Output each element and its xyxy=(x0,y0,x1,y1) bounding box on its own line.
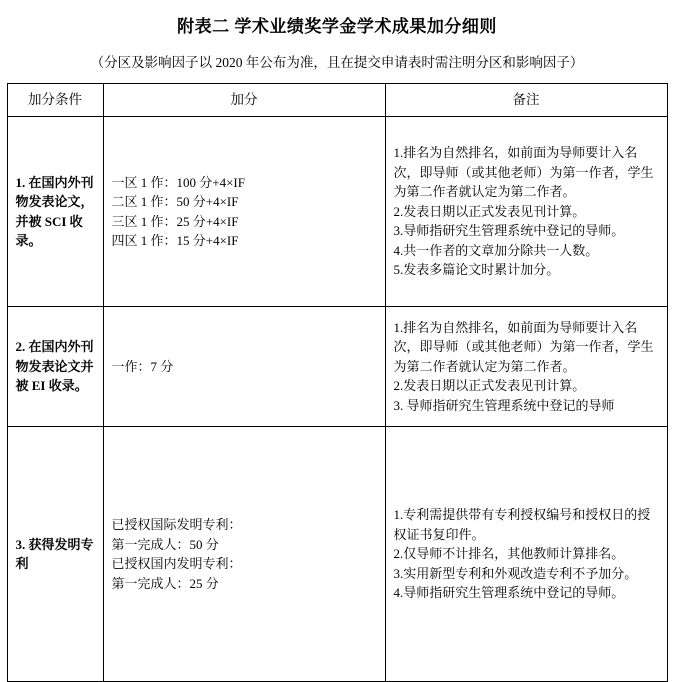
score-line: 一作：7 分 xyxy=(111,358,174,374)
table-row xyxy=(7,117,667,307)
scholarship-rules-table xyxy=(7,83,668,682)
row-score xyxy=(103,307,385,427)
remark-line: 1.专利需提供带有专利授权编号和授权日的授权证书复印件。 xyxy=(393,507,651,542)
row-score xyxy=(103,427,385,682)
score-line: 二区 1 作：50 分+4×IF xyxy=(111,194,239,209)
remark-line: 2.仅导师不计排名，其他教师计算排名。 xyxy=(393,546,625,562)
score-line: 第一完成人：50 分 xyxy=(111,536,219,552)
column-header-remark: 备注 xyxy=(385,84,667,117)
remark-line: 3.导师指研究生管理系统中登记的导师。 xyxy=(393,223,625,239)
remark-line: 4.导师指研究生管理系统中登记的导师。 xyxy=(393,585,625,601)
score-line: 三区 1 作：25 分+4×IF xyxy=(111,213,239,229)
remark-line: 3.实用新型专利和外观改造专利不予加分。 xyxy=(393,565,638,581)
document-page xyxy=(0,12,674,676)
page-title: 附表二 学术业绩奖学金学术成果加分细则 xyxy=(177,17,497,36)
score-line: 第一完成人：25 分 xyxy=(111,575,219,591)
row-remark xyxy=(385,427,667,682)
row-condition: 1. 在国内外刊物发表论文，并被 SCI 收录。 xyxy=(7,117,103,307)
row-remark xyxy=(385,307,667,427)
row-condition: 2. 在国内外刊物发表论文并被 EI 收录。 xyxy=(7,307,103,427)
page-subtitle: （分区及影响因子以 2020 年公布为准，且在提交申请表时需注明分区和影响因子） xyxy=(90,55,584,70)
score-line: 已授权国内发明专利： xyxy=(111,556,242,571)
score-line: 一区 1 作：100 分+4×IF xyxy=(111,174,245,190)
remark-line: 1.排名为自然排名，如前面为导师要计入名次，即导师（或其他老师）为第一作者，学生为第二作者就认定为第二作者。 xyxy=(393,319,654,374)
table-header-row xyxy=(7,84,667,117)
score-line: 四区 1 作：15 分+4×IF xyxy=(111,233,239,248)
column-header-score: 加分 xyxy=(103,84,385,117)
row-condition: 3. 获得发明专利 xyxy=(7,427,103,682)
table-row xyxy=(7,307,667,427)
remark-line: 2.发表日期以正式发表见刊计算。 xyxy=(393,203,586,219)
row-score xyxy=(103,117,385,307)
remark-line: 1.排名为自然排名，如前面为导师要计入名次，即导师（或其他老师）为第一作者，学生为第二作者就认定为第二作者。 xyxy=(393,145,654,200)
row-remark xyxy=(385,117,667,307)
column-header-condition: 加分条件 xyxy=(7,84,103,117)
remark-line: 4.共一作者的文章加分除共一人数。 xyxy=(393,242,599,258)
remark-line: 5.发表多篇论文时累计加分。 xyxy=(393,262,560,278)
table-row xyxy=(7,427,667,682)
remark-line: 3. 导师指研究生管理系统中登记的导师 xyxy=(393,397,615,413)
score-line: 已授权国际发明专利： xyxy=(111,517,242,532)
remark-line: 2.发表日期以正式发表见刊计算。 xyxy=(393,378,586,394)
